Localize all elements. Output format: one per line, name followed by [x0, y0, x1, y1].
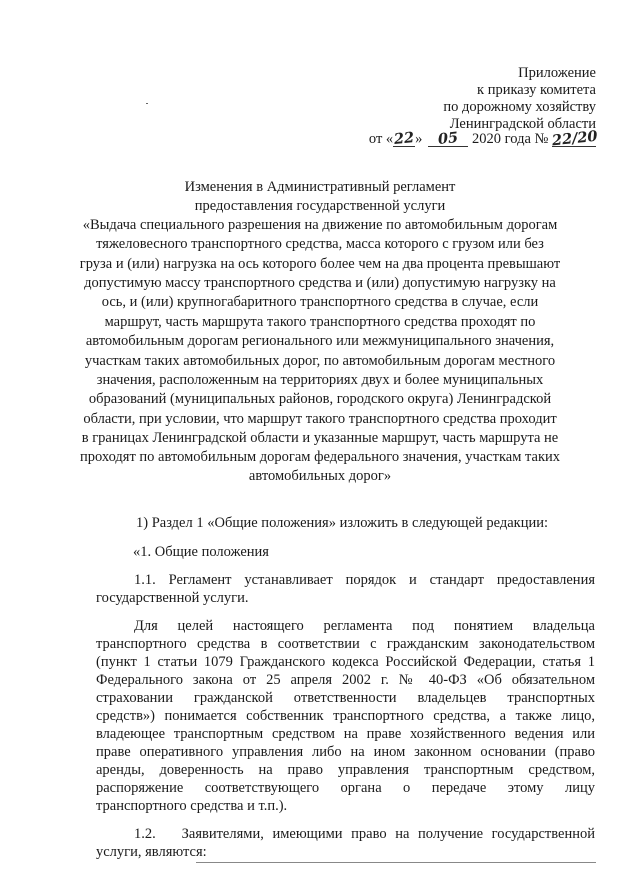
paragraph-line: транспортного средства в соответствии с гражданским законодательством	[96, 636, 595, 652]
title-line: тяжеловесного транспортного средства, масса которого с грузом или без	[96, 236, 544, 252]
handwritten-month: 05	[437, 128, 460, 149]
committee-name: по дорожному хозяйству	[443, 99, 596, 115]
handwritten-number: 22/20	[551, 127, 599, 150]
paragraph-line: Федерального закона от 25 апреля 2002 г. № 40-ФЗ «Об обязательном	[96, 672, 595, 688]
title-line: «Выдача специального разрешения на движение по автомобильным дорогам	[82, 217, 558, 233]
title-line: допустимую массу транспортного средства и (или) допустимую нагрузку на	[84, 275, 556, 291]
order-reference: к приказу комитета	[477, 82, 596, 98]
paragraph-line: (пункт 1 статьи 1079 Гражданского кодекса Российской Федерации, статья 1	[96, 654, 595, 670]
handwritten-day: 22	[393, 128, 416, 149]
title-line: участкам таких автомобильных дорог, по автомобильным дорогам местного	[84, 353, 556, 369]
date-year-label: 2020 года №	[472, 131, 549, 147]
paragraph-line: государственной услуги.	[96, 590, 249, 606]
section-heading: «1. Общие положения	[133, 544, 269, 560]
title-line: значения, расположенным на территориях двух и более муниципальных	[96, 372, 544, 388]
order-date-line	[368, 127, 599, 150]
region-name: Ленинградской области	[449, 116, 596, 132]
title-line: образований (муниципальных районов, городского округа) Ленинградской	[88, 391, 552, 407]
paragraph-line: Для целей настоящего регламента под понятием владельца	[134, 618, 595, 634]
title-line: Изменения в Административный регламент	[184, 179, 456, 195]
paragraph-line: страховании гражданской ответственности владельцев транспортных	[96, 690, 595, 706]
title-line: ось, и (или) крупногабаритного транспортного средства в случае, если	[101, 294, 539, 310]
date-close-quote: »	[415, 131, 423, 147]
paragraph-line: услуги, являются:	[96, 844, 207, 860]
appendix-label: Приложение	[518, 65, 596, 81]
title-line: автомобильных дорог»	[248, 468, 392, 484]
paragraph-line: средств») понимается собственник транспортного средства, а также лицо,	[96, 708, 595, 724]
title-line: маршрут, часть маршрута такого транспортного средства проходят по	[104, 314, 536, 330]
title-line: области, при условии, что маршрут такого транспортного средства проходит	[83, 411, 557, 427]
paragraph-line: аренды, доверенность на право управления транспортным средством,	[96, 762, 595, 778]
paragraph-line: транспортного средства и т.п.).	[96, 798, 288, 814]
paragraph-line: 1.2. Заявителями, имеющими право на получение государственной	[134, 826, 595, 842]
amendment-item-1: 1) Раздел 1 «Общие положения» изложить в следующей редакции:	[136, 515, 549, 531]
title-line: автомобильным дорогам регионального или межмуниципального значения,	[85, 333, 555, 349]
scan-edge-line	[196, 862, 596, 863]
paragraph-line: распоряжение соответствующего органа о передаче этому лицу	[96, 780, 595, 796]
paragraph-line: праве оперативного управления либо на ином законном основании (право	[96, 744, 595, 760]
title-line: груза и (или) нагрузка на ось которого более чем на два процента превышают	[79, 256, 561, 272]
title-line: проходят по автомобильным дорогам федерального значения, участкам таких	[79, 449, 561, 465]
date-prefix: от «	[368, 131, 394, 147]
scan-speck	[146, 103, 148, 104]
title-line: в границах Ленинградской области и указанные маршрут, часть маршрута не	[81, 430, 559, 446]
paragraph-line: владеющее транспортным средством на праве хозяйственного ведения или	[96, 726, 595, 742]
paragraph-line: 1.1. Регламент устанавливает порядок и стандарт предоставления	[134, 572, 595, 588]
title-line: предоставления государственной услуги	[194, 198, 446, 214]
